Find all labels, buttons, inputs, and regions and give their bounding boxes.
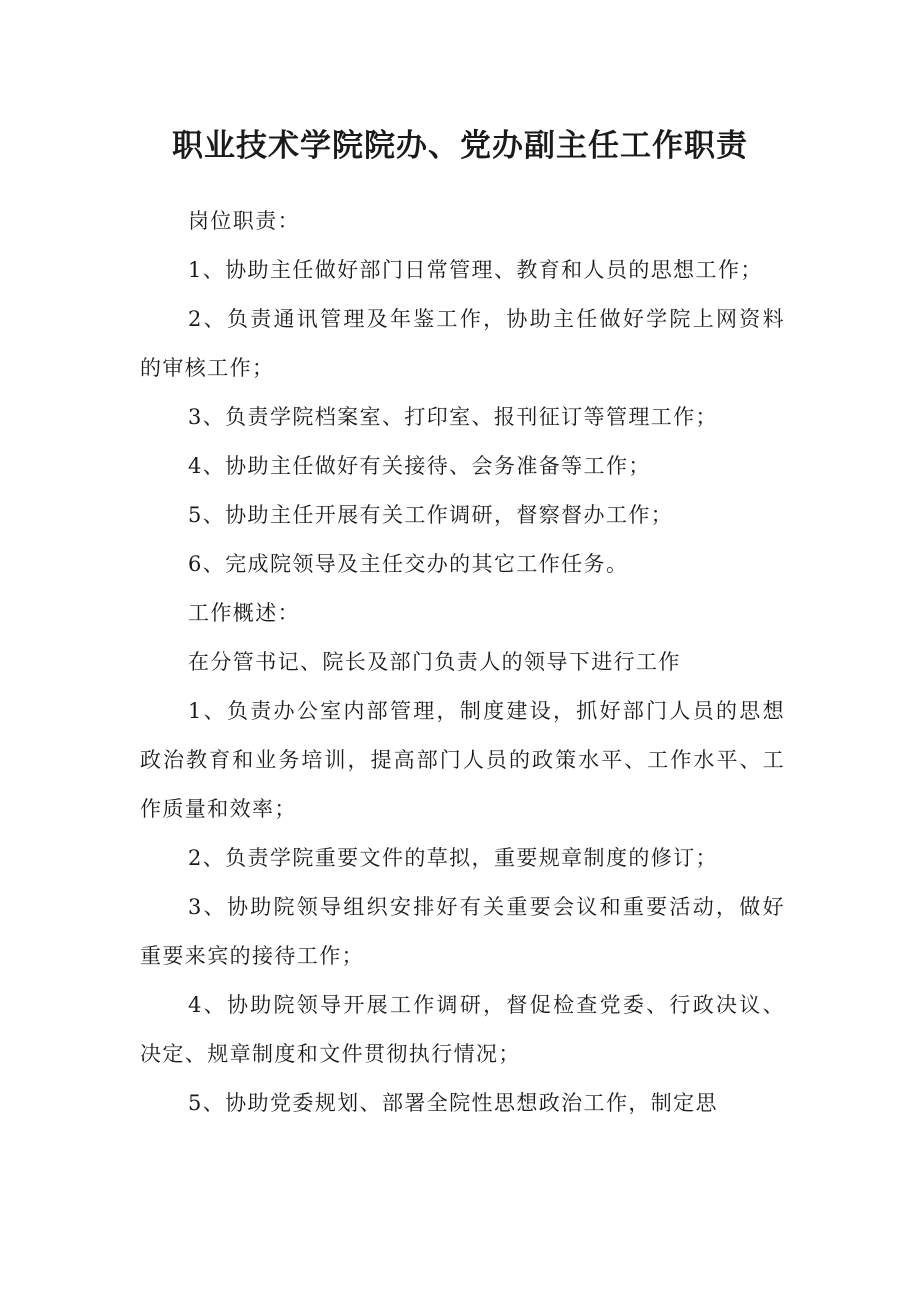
paragraph-overview-5: 5、协助党委规划、部署全院性思想政治工作，制定思 [188,1091,718,1115]
paragraph-duty-4: 4、协助主任做好有关接待、会务准备等工作； [188,454,651,478]
paragraph-overview-intro: 在分管书记、院长及部门负责人的领导下进行工作 [188,650,681,674]
paragraph-duty-1: 1、协助主任做好部门日常管理、教育和人员的思想工作； [188,258,763,282]
document-body [140,197,785,1128]
document-title: 职业技术学院院办、党办副主任工作职责 [172,128,748,164]
paragraph-overview-2: 2、负责学院重要文件的草拟，重要规章制度的修订； [188,846,718,870]
paragraph-overview-4: 4、协助院领导开展工作调研，督促检查党委、行政决议、决定、规章制度和文件贯彻执行情况； [140,993,785,1066]
paragraph-duty-3: 3、负责学院档案室、打印室、报刊征订等管理工作； [188,405,718,429]
paragraph-duty-5: 5、协助主任开展有关工作调研，督察督办工作； [188,503,674,527]
paragraph-overview-1: 1、负责办公室内部管理，制度建设，抓好部门人员的思想政治教育和业务培训，提高部门人员的政策水平、工作水平、工作质量和效率； [140,699,785,821]
paragraph-overview-3: 3、协助院领导组织安排好有关重要会议和重要活动，做好重要来宾的接待工作； [140,895,785,968]
paragraph-duty-2: 2、负责通讯管理及年鉴工作，协助主任做好学院上网资料的审核工作； [140,307,785,380]
paragraph-section-heading-duties: 岗位职责： [188,209,300,233]
paragraph-section-heading-overview: 工作概述： [188,601,300,625]
paragraph-duty-6: 6、完成院领导及主任交办的其它工作任务。 [188,552,629,576]
